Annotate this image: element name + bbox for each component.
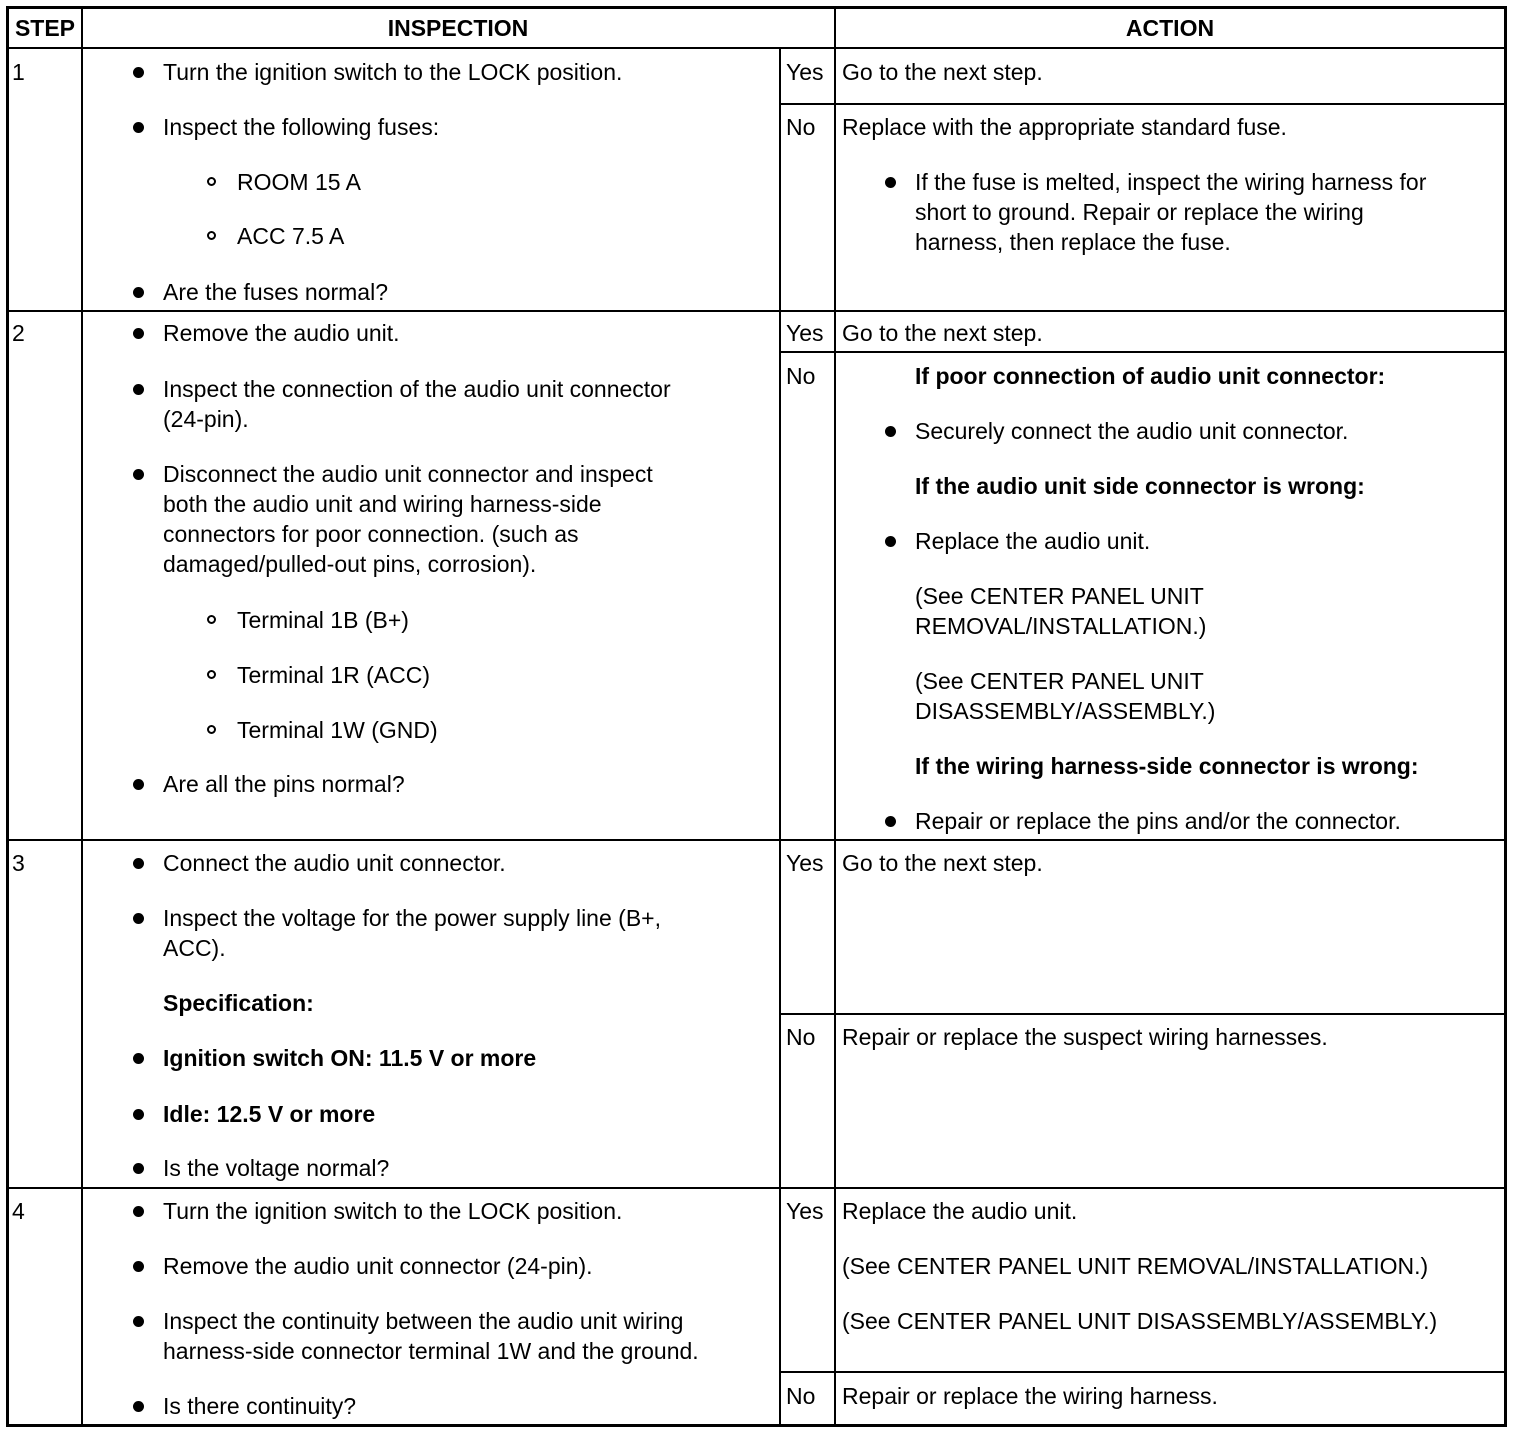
inspection-item: Inspect the voltage for the power supply line (B+, (163, 905, 661, 931)
yesno-divider-4 (780, 1371, 1505, 1373)
inspection-item: Disconnect the audio unit connector and inspect (163, 461, 653, 487)
action-text: (See CENTER PANEL UNIT DISASSEMBLY/ASSEMBLY.) (842, 1308, 1438, 1334)
action-text: (See CENTER PANEL UNIT (915, 668, 1204, 694)
bullet-icon (133, 1261, 144, 1272)
inspection-item: both the audio unit and wiring harness-side (163, 491, 602, 517)
circle-bullet-icon (207, 670, 216, 679)
inspection-item: (24-pin). (163, 406, 249, 432)
action-text: Repair or replace the suspect wiring harnesses. (842, 1024, 1328, 1050)
bullet-icon (133, 67, 144, 78)
action-heading: If the wiring harness-side connector is wrong: (915, 753, 1419, 779)
inspection-subitem: Terminal 1W (GND) (237, 717, 438, 743)
bullet-icon (885, 536, 896, 547)
action-text: DISASSEMBLY/ASSEMBLY.) (915, 698, 1216, 724)
inspection-item: Remove the audio unit. (163, 320, 400, 346)
step-number: 1 (12, 59, 25, 85)
header-step: STEP (14, 15, 76, 41)
bullet-icon (133, 1401, 144, 1412)
action-text: (See CENTER PANEL UNIT (915, 583, 1204, 609)
col-divider-action (834, 8, 836, 1426)
yes-label: Yes (786, 320, 824, 346)
inspection-item: Turn the ignition switch to the LOCK position. (163, 59, 623, 85)
action-text: (See CENTER PANEL UNIT REMOVAL/INSTALLATION.) (842, 1253, 1429, 1279)
yes-label: Yes (786, 59, 824, 85)
inspection-item: Turn the ignition switch to the LOCK position. (163, 1198, 623, 1224)
inspection-item: Inspect the continuity between the audio unit wiring (163, 1308, 684, 1334)
row-divider-2 (8, 839, 1505, 841)
spec-item: Ignition switch ON: 11.5 V or more (163, 1045, 537, 1071)
header-inspection: INSPECTION (387, 15, 529, 41)
circle-bullet-icon (207, 177, 216, 186)
bullet-icon (133, 779, 144, 790)
action-text: Go to the next step. (842, 320, 1043, 346)
action-text: harness, then replace the fuse. (915, 229, 1231, 255)
inspection-item: damaged/pulled-out pins, corrosion). (163, 551, 537, 577)
action-text: Replace the audio unit. (842, 1198, 1078, 1224)
inspection-item: Is the voltage normal? (163, 1155, 390, 1181)
inspection-item: Are all the pins normal? (163, 771, 405, 797)
action-text: Go to the next step. (842, 59, 1043, 85)
bullet-icon (133, 913, 144, 924)
inspection-item: harness-side connector terminal 1W and the ground. (163, 1338, 699, 1364)
action-text: Replace the audio unit. (915, 528, 1151, 554)
bullet-icon (133, 1206, 144, 1217)
no-label: No (786, 1024, 816, 1050)
bullet-icon (885, 426, 896, 437)
circle-bullet-icon (207, 231, 216, 240)
yesno-divider-1 (780, 103, 1505, 105)
inspection-subitem: Terminal 1B (B+) (237, 607, 409, 633)
inspection-item: Connect the audio unit connector. (163, 850, 506, 876)
no-label: No (786, 1383, 816, 1409)
action-text: If the fuse is melted, inspect the wiring harness for (915, 169, 1427, 195)
inspection-subitem: ROOM 15 A (237, 169, 361, 195)
inspection-item: connectors for poor connection. (such as (163, 521, 579, 547)
step-number: 3 (12, 850, 25, 876)
action-text: Go to the next step. (842, 850, 1043, 876)
bullet-icon (133, 384, 144, 395)
action-text: REMOVAL/INSTALLATION.) (915, 613, 1207, 639)
header-action: ACTION (1125, 15, 1215, 41)
circle-bullet-icon (207, 725, 216, 734)
yes-label: Yes (786, 1198, 824, 1224)
action-heading: If the audio unit side connector is wrong: (915, 473, 1365, 499)
bullet-icon (885, 177, 896, 188)
col-divider-step (81, 8, 83, 1426)
action-text: Repair or replace the wiring harness. (842, 1383, 1218, 1409)
inspection-item: ACC). (163, 935, 226, 961)
no-label: No (786, 363, 816, 389)
bullet-icon (133, 469, 144, 480)
bullet-icon (133, 1163, 144, 1174)
step-number: 2 (12, 320, 25, 346)
inspection-subitem: ACC 7.5 A (237, 223, 345, 249)
yesno-divider-2 (780, 351, 1505, 353)
inspection-item: Is there continuity? (163, 1393, 357, 1419)
bullet-icon (133, 287, 144, 298)
inspection-item: Remove the audio unit connector (24-pin). (163, 1253, 593, 1279)
row-divider-3 (8, 1187, 1505, 1189)
inspection-item: Inspect the connection of the audio unit connector (163, 376, 671, 402)
row-divider-1 (8, 310, 1505, 312)
spec-heading: Specification: (163, 990, 314, 1016)
bullet-icon (133, 1109, 144, 1120)
circle-bullet-icon (207, 615, 216, 624)
step-number: 4 (12, 1198, 25, 1224)
bullet-icon (133, 858, 144, 869)
bullet-icon (133, 1053, 144, 1064)
yesno-divider-3 (780, 1013, 1505, 1015)
inspection-item: Inspect the following fuses: (163, 114, 440, 140)
action-text: Repair or replace the pins and/or the connector. (915, 808, 1401, 834)
bullet-icon (885, 816, 896, 827)
action-text: Securely connect the audio unit connector. (915, 418, 1349, 444)
action-text: Replace with the appropriate standard fuse. (842, 114, 1287, 140)
col-divider-yesno (779, 49, 781, 1426)
no-label: No (786, 114, 816, 140)
action-text: short to ground. Repair or replace the wiring (915, 199, 1364, 225)
inspection-item: Are the fuses normal? (163, 279, 389, 305)
bullet-icon (133, 122, 144, 133)
inspection-subitem: Terminal 1R (ACC) (237, 662, 430, 688)
action-heading: If poor connection of audio unit connector: (915, 363, 1386, 389)
yes-label: Yes (786, 850, 824, 876)
bullet-icon (133, 1316, 144, 1327)
spec-item: Idle: 12.5 V or more (163, 1101, 376, 1127)
header-divider (8, 47, 1505, 49)
bullet-icon (133, 328, 144, 339)
